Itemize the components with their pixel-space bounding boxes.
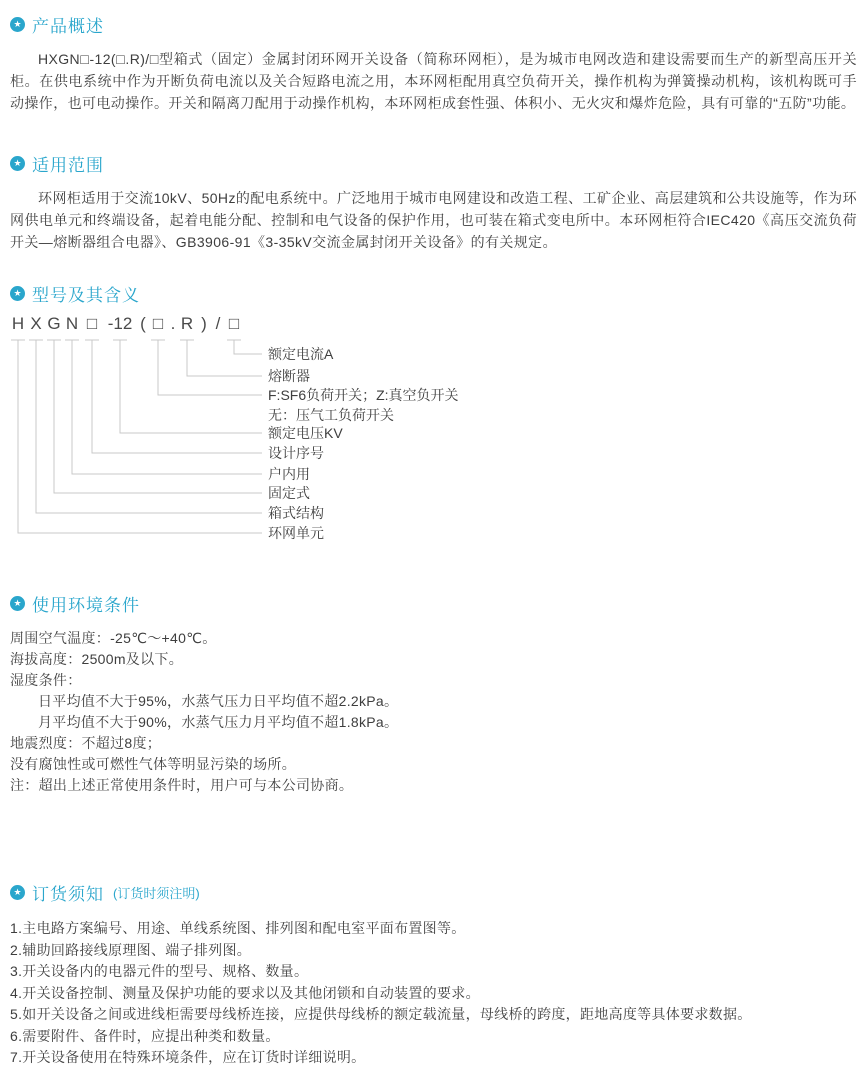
model-label-rated-current: 额定电流A: [268, 346, 334, 362]
section-title-model: 型号及其含义: [32, 286, 140, 305]
model-segment: □: [228, 314, 240, 333]
ordering-items: [10, 918, 857, 1069]
model-label-rated-voltage: 额定电压KV: [268, 425, 343, 441]
model-segment: G: [47, 314, 61, 333]
heading-application-scope: [10, 151, 857, 176]
model-segment: -12: [107, 314, 133, 333]
section-title-scope: 适用范围: [32, 156, 104, 175]
model-label-box-structure: 箱式结构: [268, 505, 324, 521]
heading-product-overview: [10, 12, 857, 37]
connector-design-serial: [85, 340, 262, 453]
model-label-fuse: 熔断器: [268, 368, 310, 384]
model-label-ring-unit: 环网单元: [268, 525, 324, 541]
section-environment-conditions: [10, 591, 857, 796]
star-circle-icon: ★: [10, 17, 25, 32]
env-line-altitude: 海拔高度：2500m及以下。: [10, 651, 184, 667]
connector-rated-current: [227, 340, 262, 354]
env-line-daily-avg: 日平均值不大于95%，水蒸气压力日平均值不超2.2kPa。: [38, 693, 399, 709]
model-label-indoor-use: 户内用: [268, 466, 310, 482]
model-segment: R: [180, 314, 194, 333]
connector-fuse: [180, 340, 262, 376]
ordering-item: 2.辅助回路接线原理图、端子排列图。: [10, 941, 252, 958]
connector-indoor-use: [65, 340, 262, 474]
ordering-item: 1.主电路方案编号、用途、单线系统图、排列图和配电室平面布置图等。: [10, 920, 466, 936]
model-label-fixed-type: 固定式: [268, 485, 310, 501]
section-title-overview: 产品概述: [32, 17, 104, 36]
section-product-overview: [10, 12, 857, 114]
heading-ordering-instructions: [10, 880, 857, 905]
env-line-monthly-avg: 月平均值不大于90%，水蒸气压力月平均值不超1.8kPa。: [38, 714, 399, 730]
section-subtitle-ordering: (订货时须注明): [113, 886, 200, 901]
env-line-seismic: 地震烈度：不超过8度；: [10, 735, 162, 751]
section-ordering-instructions: [10, 880, 857, 1069]
heading-model-designation: [10, 281, 857, 306]
connector-ring-unit: [11, 340, 262, 533]
heading-environment-conditions: [10, 591, 857, 616]
model-segment: □: [86, 314, 98, 333]
star-circle-icon: ★: [10, 885, 25, 900]
model-segment: (: [140, 314, 146, 333]
environment-lines: [10, 628, 857, 796]
connector-fixed-type: [47, 340, 262, 493]
ordering-item: 7.开关设备使用在特殊环境条件，应在订货时详细说明。: [10, 1049, 366, 1065]
model-label-switch-type-alt: 无：压气工负荷开关: [268, 407, 394, 423]
model-label-design-serial: 设计序号: [268, 445, 324, 461]
ordering-item: 5.如开关设备之间或进线柜需要母线桥连接，应提供母线桥的额定载流量，母线桥的跨度，距地高度等具体要求数据。: [10, 1006, 752, 1022]
model-designation-diagram: [10, 310, 850, 548]
env-line-humidity: 湿度条件：: [10, 672, 82, 688]
star-circle-icon: ★: [10, 596, 25, 611]
overview-paragraph: HXGN□-12(□.R)/□型箱式（固定）金属封闭环网开关设备（简称环网柜），是为城市电网改造和建设需要而生产的新型高压开关柜。在供电系统中作为开断负荷电流以及关合短路电流之用，本环网柜配用真空负荷开关，操作机构为弹簧操动机构，该机构既可手动操作，也可电动操作。开关和隔离刀配用于动操作机构，本环网柜成套性强、体积小、无火灾和爆炸危险，具有可靠的“五防”功能。: [10, 51, 857, 111]
section-title-environment: 使用环境条件: [32, 596, 140, 615]
env-line-pollution: 没有腐蚀性或可燃性气体等明显污染的场所。: [10, 756, 296, 772]
model-label-switch-type: F:SF6负荷开关；Z:真空负开关: [268, 387, 459, 403]
model-segment: /: [215, 314, 221, 333]
connector-switch-type: [151, 340, 262, 395]
section-title-ordering: 订货须知: [32, 885, 104, 904]
model-segment: ): [201, 314, 207, 333]
scope-paragraph: 环网柜适用于交流10kV、50Hz的配电系统中。广泛地用于城市电网建设和改造工程、工矿企业、高层建筑和公共设施等，作为环网供电单元和终端设备，起着电能分配、控制和电气设备的保护作用，也可装在箱式变电所中。本环网柜符合IEC420《高压交流负荷开关—熔断器组合电器》、GB3906-91《3-35kV交流金属封闭开关设备》的有关规定。: [10, 190, 857, 250]
env-line-temperature: 周围空气温度：-25℃～+40℃。: [10, 630, 217, 646]
star-circle-icon: ★: [10, 156, 25, 171]
connector-box-structure: [29, 340, 262, 513]
model-segment: N: [65, 314, 79, 333]
star-circle-icon: ★: [10, 286, 25, 301]
ordering-item: 6.需要附件、备件时，应提出种类和数量。: [10, 1027, 280, 1044]
model-segment: X: [30, 314, 42, 333]
model-segment: .: [170, 314, 176, 333]
ordering-item: 3.开关设备内的电器元件的型号、规格、数量。: [10, 963, 309, 979]
section-model-designation: [10, 281, 857, 548]
env-line-note: 注：超出上述正常使用条件时，用户可与本公司协商。: [10, 777, 354, 793]
model-segment: H: [11, 314, 25, 333]
section-application-scope: [10, 151, 857, 253]
ordering-item: 4.开关设备控制、测量及保护功能的要求以及其他闭锁和自动装置的要求。: [10, 984, 480, 1001]
model-segment: □: [152, 314, 164, 333]
